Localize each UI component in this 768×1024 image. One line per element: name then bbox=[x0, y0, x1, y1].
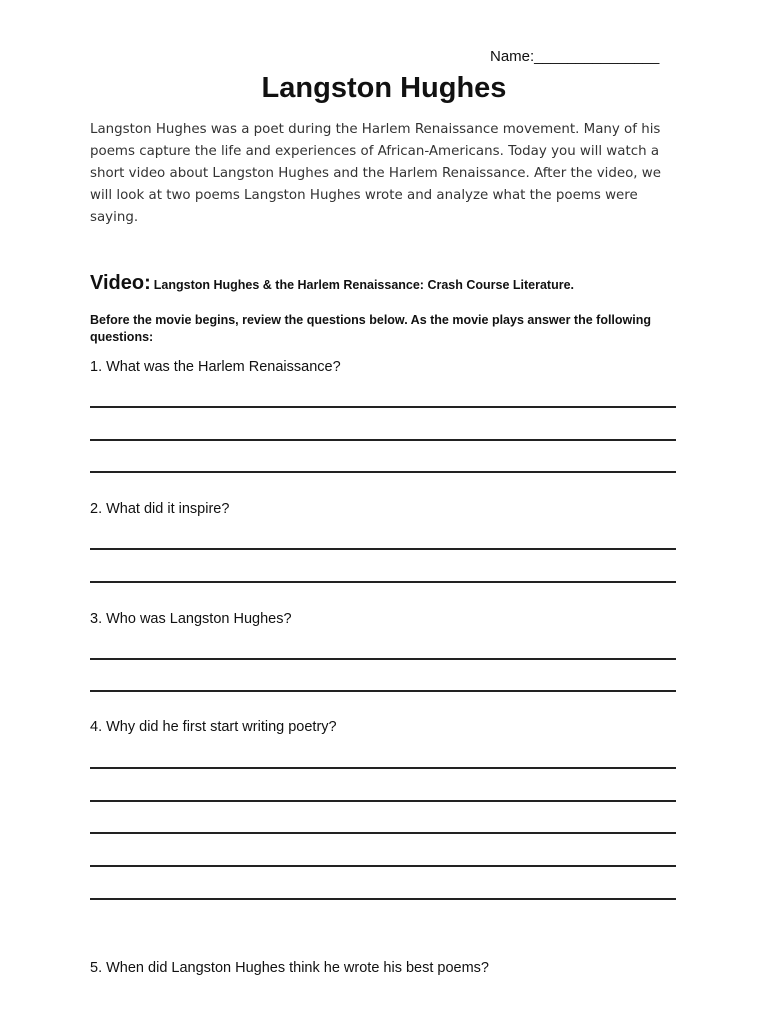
answer-line bbox=[90, 767, 676, 769]
answer-line bbox=[90, 548, 676, 550]
answer-line bbox=[90, 690, 676, 692]
video-heading bbox=[90, 272, 574, 295]
question-5: 5. When did Langston Hughes think he wrote his best poems? bbox=[90, 960, 489, 976]
name-field-label: Name:_______________ bbox=[490, 48, 660, 65]
question-4: 4. Why did he first start writing poetry? bbox=[90, 719, 337, 735]
answer-line bbox=[90, 832, 676, 834]
video-title: Langston Hughes & the Harlem Renaissance: Crash Course Literature. bbox=[153, 278, 575, 292]
answer-line bbox=[90, 439, 676, 441]
question-2: 2. What did it inspire? bbox=[90, 501, 230, 517]
question-3: 3. Who was Langston Hughes? bbox=[90, 611, 292, 627]
answer-line bbox=[90, 865, 676, 867]
answer-line bbox=[90, 800, 676, 802]
answer-line bbox=[90, 658, 676, 660]
answer-line bbox=[90, 898, 676, 900]
answer-line bbox=[90, 471, 676, 473]
answer-line bbox=[90, 581, 676, 583]
question-1: 1. What was the Harlem Renaissance? bbox=[90, 359, 341, 375]
page-title: Langston Hughes bbox=[261, 72, 507, 104]
video-label: Video: bbox=[90, 272, 151, 294]
instructions: Before the movie begins, review the questions below. As the movie plays answer the following questions: bbox=[90, 313, 652, 344]
answer-line bbox=[90, 406, 676, 408]
intro-paragraph: Langston Hughes was a poet during the Harlem Renaissance movement. Many of his poems capture the life and experiences of African-Americans. Today you will watch a short video about Langston Hughes and the Harlem Renaissance. After the video, we will look at two poems Langston Hughes wrote and analyze what the poems were saying. bbox=[90, 122, 661, 225]
